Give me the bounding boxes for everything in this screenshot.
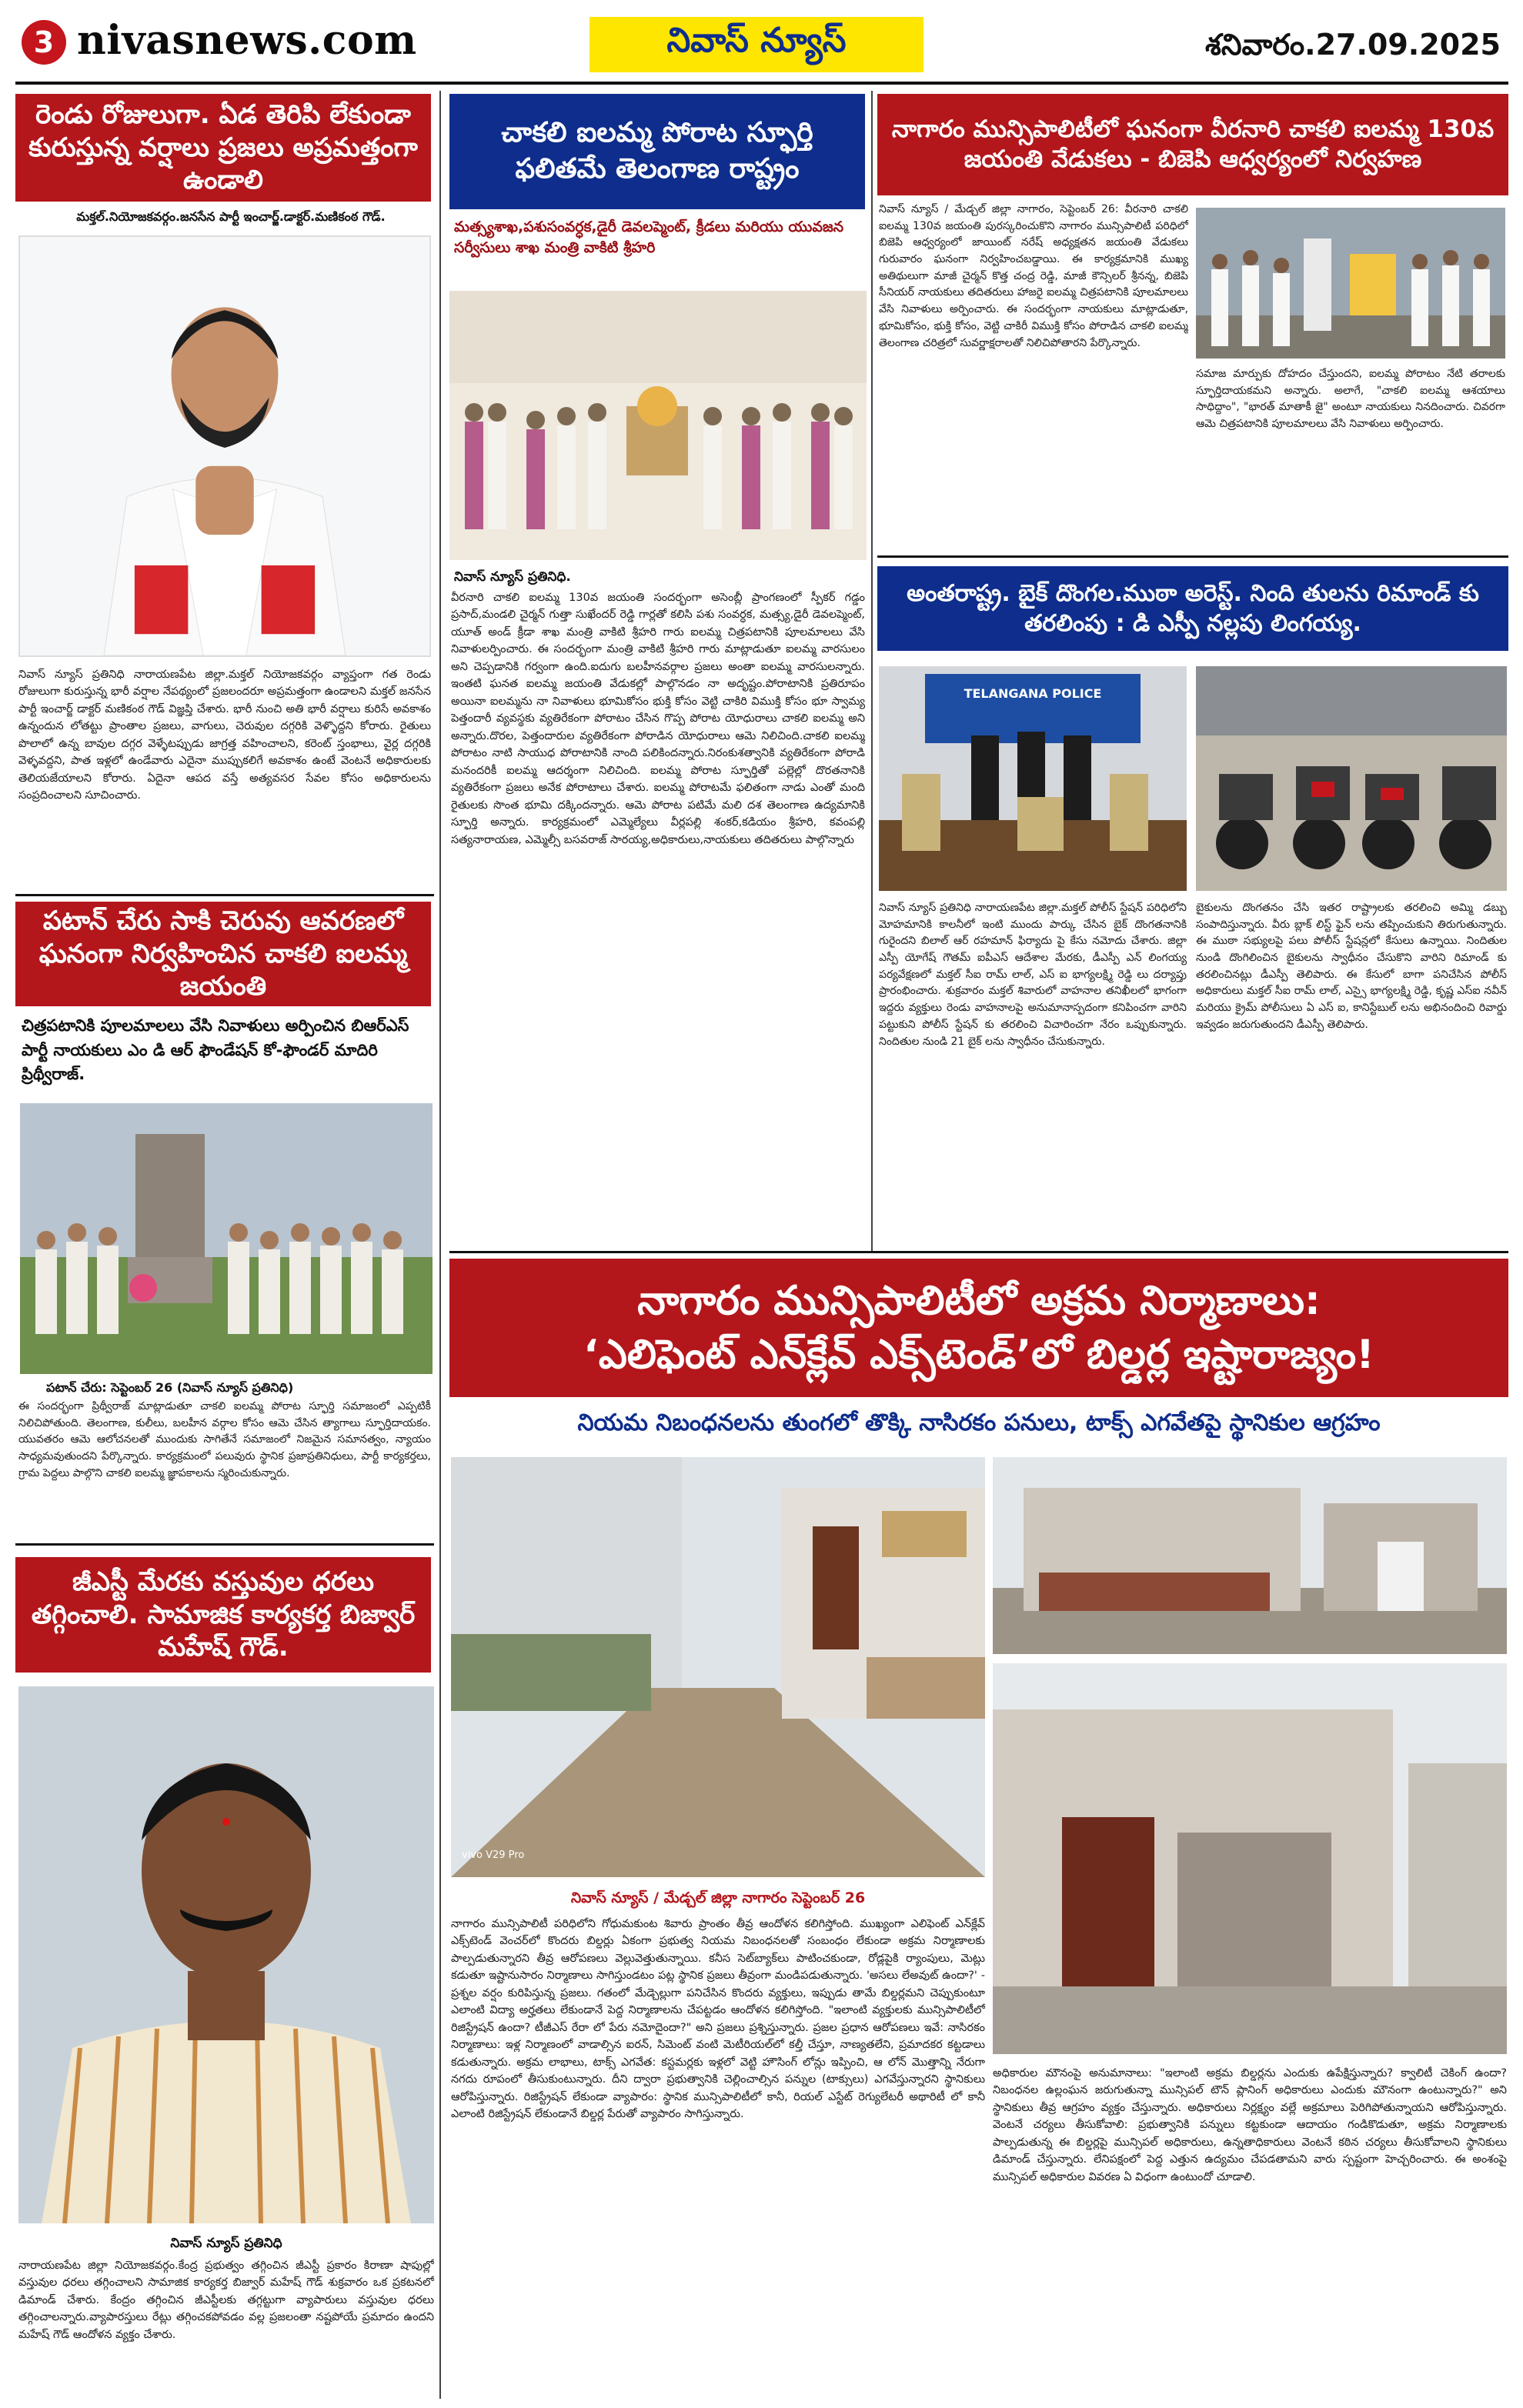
story4-group-photo	[449, 291, 867, 560]
story1-body: నివాస్ న్యూస్ ప్రతినిధి నారాయణపేట జిల్లా.మక్తల్ నియోజకవర్గం వ్యాప్తంగా గత రెండు రోజులుగా కురుస్తున్న భారీ వర్షాల నేపథ్యంలో ప్రజలందరూ అప్రమత్తంగా ఉండాలని మక్తల్ జనసేన పార్టీ ఇంచార్జ్ డాక్టర్ మణికంఠ గౌడ్ విజ్ఞప్తి చేశారు. భారీ నుంచి అతి భారీ వర్షాలు కురిసే అవకాశం ఉన్నందున లోతట్టు ప్రాంతాల ప్రజలు, వాగులు, చెరువుల దగ్గరికి వెళ్ళొద్దని కోరారు. రైతులు పొలాలో ఉన్న బావుల దగ్గర వెళ్ళేటప్పుడు జాగ్రత్త వహించాలని, కరెంట్ స్తంభాలు, వైర్ల దగ్గరికి వెళ్ళవద్దని, పాత ఇళ్లలో ఉండేవారు ఎదైనా ముప్పుకలిగే అవకాశం ఉంటే వెంటనే అధికారులకు తెలియజేయాలని కోరారు. ఏదైనా ఆపద వస్తే అత్యవసర సేవల కోసం అధికారులను సంప్రదించాలని సూచించారు.	[18, 669, 431, 802]
story5-headline: నాగారం మున్సిపాలిటీలో ఘనంగా వీరనారి చాకలి ఐలమ్మ 130వ జయంతి వేడుకలు - బిజెపి ఆధ్వర్యంలో నిర్వహణ	[877, 94, 1508, 195]
story4-headline: చాకలి ఐలమ్మ పోరాట స్ఫూర్తి ఫలితమే తెలంగాణ రాష్ట్రం	[449, 94, 865, 209]
left-divider-1	[15, 894, 434, 896]
site-name: nivasnews.com	[77, 17, 417, 64]
story2-body: ఈ సందర్భంగా ప్రిథ్వీరాజ్ మాట్లాడుతూ చాకలి ఐలమ్మ పోరాట స్ఫూర్తి సమాజంలో ఎప్పటికీ నిలిచిపోతుంది. తెలంగాణ, కులీలు, బలహీన వర్గాల కోసం ఆమె చేసిన త్యాగాలు స్ఫూర్తిదాయకం. యువతరం ఆమె ఆలోచనలతో ముందుకు సాగితేనే సమాజంలో నిజమైన సమానత్వం, న్యాయం సాధ్యమవుతుందని పేర్కొన్నారు. కార్యక్రమంలో పలువురు స్థానిక ప్రజాప్రతినిధులు, పార్టీ కార్యకర్తలు, గ్రామ పెద్దలు పాల్గొని చాకలి ఐలమ్మ జ్ఞాపకాలను స్మరించుకున్నారు.	[18, 1400, 431, 1479]
story6-body-right: బైకులను దొంగతనం చేసి ఇతర రాష్ట్రాలకు తరలించి అమ్మి డబ్బు సంపాదిస్తున్నారు. వీరు బ్లాక్ లిస్ట్ ఫైన్ లను తప్పించుకుని తిరుగుతున్నారు. ఈ ముఠా సభ్యులపై పలు పోలీస్ స్టేషన్లలో కేసులు ఉన్నాయి. నిందితుల నుండి దొంగిలించిన బైకులను స్వాధీనం చేసుకొని వారిని రిమాండ్ కు తరలించినట్లు డీఎస్పీ తెలిపారు. ఈ కేసులో బాగా పనిచేసిన పోలీస్ అధికారులు మక్తల్ సీఐ రామ్ లాల్, ఎస్సై భాగ్యలక్ష్మి రెడ్డి, కృష్ణ ఎస్ఐ నవీన్ మరియు క్రైమ్ పోలీసులు ఏ ఎస్ ఐ, కానిస్టేబుల్ లను అభినందించి రివార్డు ఇవ్వడం జరుగుతుందని డీఎస్పీ తెలిపారు.	[1196, 902, 1507, 1031]
story5-body: నివాస్ న్యూస్ / మేడ్చల్ జిల్లా నాగారం, సెప్టెంబర్ 26: వీరనారి చాకలి ఐలమ్మ 130వ జయంతి పురస్కరించుకొని నాగారం మున్సిపాలిటీ పరిధిలో బిజెపి ఆధ్వర్యంలో జాయింట్ నరేష్ అధ్యక్షతన జయంతి వేడుకలు గురువారం ఘనంగా నిర్వహించబడ్డాయి. ఈ కార్యక్రమానికి ముఖ్య అతిథులుగా మాజీ చైర్మన్ కొత్త చంద్ర రెడ్డి, మాజీ కౌన్సిలర్ శ్రీనన్న, బిజెపి సీనియర్ నాయకులు తదితరులు హాజరై ఐలమ్మ చిత్రపటానికి పూలమాలలు వేసి నివాళులు అర్పించారు. ఈ సందర్భంగా నాయకులు మాట్లాడుతూ, భూమికోసం, భుక్తి కోసం, వెట్టి చాకిరీ విముక్తి కోసం పోరాడిన చాకలి ఐలమ్మ తెలంగాణ చరిత్రలో సువర్ణాక్షరాలతో నిలిచిపోతారని పేర్కొన్నారు.	[879, 203, 1188, 349]
story1-subhead: మక్తల్.నియోజకవర్గం.జనసేన పార్టీ ఇంచార్జ్.డాక్టర్.మణికంఠ గౌడ్.	[76, 209, 386, 224]
right-divider-1	[877, 555, 1508, 558]
story6-bikes-photo	[1196, 666, 1507, 891]
story3-portrait-photo	[18, 1686, 434, 2223]
header-rule	[15, 82, 1508, 85]
story7-street-photo	[451, 1457, 985, 1877]
story2-subhead: చిత్రపటానికి పూలమాలలు వేసి నివాళులు అర్పించిన బిఆర్ఎస్ పార్టీ నాయకులు ఎం డి ఆర్ ఫౌండేషన్ కో-ఫౌండర్ మాదిరి ప్రిథ్వీరాజ్.	[22, 1016, 409, 1083]
story7-body-right: అధికారుల మౌనంపై అనుమానాలు: "ఇలాంటి అక్రమ బిల్డర్లను ఎందుకు ఉపేక్షిస్తున్నారు? క్వాలిటీ చెకింగ్ ఉందా? నిబంధనల ఉల్లంఘన జరుగుతున్నా మున్సిపల్ టౌన్ ప్లానింగ్ అధికారులు ఎందుకు మౌనంగా ఉంటున్నారు?" అని స్థానికులు తీవ్ర ఆగ్రహం వ్యక్తం చేస్తున్నారు. అధికారులు నిర్లక్ష్యం వల్లే అక్రమాలు పెరిగిపోతున్నాయని ఆరోపిస్తున్నారు. వెంటనే చర్యలు తీసుకోవాలి: ప్రభుత్వానికి పన్నులు కట్టకుండా ఆదాయం గండికొడుతూ, అక్రమ నిర్మాణాలకు పాల్పడుతున్న ఈ బిల్డర్లపై మున్సిపల్ అధికారులు, ఉన్నతాధికారులు వెంటనే కఠిన చర్యలు తీసుకోవాలని స్థానికులు డిమాండ్ చేస్తున్నారు. లేనిపక్షంలో పెద్ద ఎత్తున ఉద్యమం చేపడతామని వారు స్పష్టంగా హెచ్చరించారు. ఈ అంశంపై మున్సిపల్ అధికారుల వివరణ ఏ విధంగా ఉంటుందో చూడాలి.	[993, 2067, 1507, 2183]
story6-body-left: నివాస్ న్యూస్ ప్రతినిధి నారాయణపేట జిల్లా.మక్తల్ పోలీస్ స్టేషన్ పరిధిలోని మోహమానికి కాలనీలో ఇంటి ముందు పార్కు చేసిన బైక్ దొంగతనానికి గురైందని బిలాల్ ఆర్ రహమాన్ ఫిర్యాదు పై కేసు నమోదు చేశారు. జిల్లా ఎస్పీ యోగేష్ గౌతమ్ ఐపీఎస్ ఆదేశాల మేరకు, డీఎస్పీ ఎన్ లింగయ్య పర్యవేక్షణలో మక్తల్ సీఐ రామ్ లాల్, ఎస్ ఐ భాగ్యలక్ష్మి రెడ్డి లు దర్యాప్తు ప్రారంభించారు. శుక్రవారం మక్తల్ శివారులో వాహనాల తనిఖీలలో భాగంగా ఇద్దరు వ్యక్తులు రెండు వాహనాలపై అనుమానాస్పదంగా కనిపించగా వారిని పట్టుకుని పోలీస్ స్టేషన్ కు తరలించి విచారించగా నేరం ఒప్పుకున్నారు. నిందితుల నుండి 21 బైక్ లను స్వాధీనం చేసుకున్నారు.	[879, 902, 1187, 1048]
page-number: 3	[33, 25, 55, 59]
page-header	[0, 0, 1523, 85]
story7-headline-line2: ‘ఎలిఫెంట్ ఎన్‌క్లేవ్ ఎక్స్‌టెండ్’లో బిల్డర్ల ఇష్టారాజ్యం!	[583, 1332, 1374, 1378]
story7-photo-watermark: vivo V29 Pro	[462, 1849, 525, 1861]
story7-building-photo-2	[993, 1663, 1507, 2054]
story2-caption: పటాన్ చేరు: సెప్టెంబర్ 26 (నివాస్ న్యూస్ ప్రతినిధి)	[46, 1380, 294, 1395]
story1-portrait-photo	[18, 235, 431, 657]
column-divider-mid	[871, 91, 873, 1252]
story4-subhead: మత్స్యశాఖ,పశుసంవర్ధక,డైరీ డెవలప్మెంట్, క్రీడలు మరియు యువజన సర్వీసులు శాఖ మంత్రి వాకిటి శ్రీహరి	[454, 218, 844, 256]
story1-headline: రెండు రోజులుగా. ఏడ తెరిపి లేకుండా కురుస్తున్న వర్షాలు ప్రజలు అప్రమత్తంగా ఉండాలి	[15, 94, 431, 202]
story2-event-photo	[20, 1103, 433, 1374]
story2-headline: పటాన్ చేరు సాకి చెరువు ఆవరణలో ఘనంగా నిర్వహించిన చాకలి ఐలమ్మ జయంతి	[15, 902, 431, 1006]
story6-headline: అంతరాష్ట్ర. బైక్ దొంగల.ముఠా అరెస్ట్. నింది తులను రిమాండ్ కు తరలింపు : డి ఎస్పీ నల్లపు లింగయ్య.	[877, 566, 1508, 651]
story5-event-photo	[1196, 208, 1505, 359]
story6-police-photo	[879, 666, 1187, 891]
story3-body: నారాయణపేట జిల్లా నియోజకవర్గం.కేంద్ర ప్రభుత్వం తగ్గించిన జీఎస్టీ ప్రకారం కిరాణా షాపుల్లో వస్తువుల ధరలు తగ్గించాలని సామాజిక కార్యకర్త బిజ్వార్ మహేష్ గౌడ్ శుక్రవారం ఒక ప్రకటనలో డిమాండ్ చేశారు. కేంద్రం తగ్గించిన జీఎస్టీలకు తగ్గట్టుగా వ్యాపారులు వస్తువుల ధరలు తగ్గించాలన్నారు.వ్యాపారస్తులు రేట్లు తగ్గించకపోవడం వల్ల ప్రజలంతా నష్టపోయే ప్రమాదం ఉందని మహేష్ గౌడ్ ఆందోళన వ్యక్తం చేశారు.	[18, 2260, 434, 2341]
story6-poster-text: TELANGANA POLICE	[964, 686, 1102, 701]
story7-headline	[449, 1259, 1508, 1397]
masthead-title: నివాస్ న్యూస్	[666, 21, 847, 60]
left-divider-2	[15, 1543, 434, 1546]
story4-body: వీరనారి చాకలి ఐలమ్మ 130వ జయంతి సందర్భంగా అసెంబ్లీ ప్రాంగణంలో స్పీకర్ గడ్డం ప్రసాద్,మండలి చైర్మన్ గుత్తా సుఖేందర్ రెడ్డి గార్లతో కలిసి పశు సంవర్ధక, మత్స్య,డైరీ డెవలప్మెంట్, యూత్ అండ్ క్రీడా శాఖ మంత్రి వాకిటి శ్రీహరి గారు ఐలమ్మ చిత్రపటానికి పూలమాలలు వేసి నివాళులర్పించారు. ఈ సందర్భంగా మంత్రి వాకిటి శ్రీహరి గారు మాట్లాడుతూ ఐలమ్మ వారసులం అని చెప్పడానికి గర్వంగా ఉంది.ఐదుగు బలహీనవర్గాల ప్రజలు అంతా ఐలమ్మ వారసులన్నారు. ఇంతటి ఘనత ఐలమ్మ జయంతి వేడుకల్లో పాల్గొనడం నా అదృష్టం.పోరాటానికి ప్రతిరూపం అయినా ఐలమ్మను నా నివాళులు భూమికోసం భుక్తి కోసం వెట్టి చాకిరి విముక్తి కోసం భూ స్వామ్య పెత్తందారీ వ్యవస్థకు వ్యతిరేకంగా పోరాటం చేసిన గొప్ప పోరాట యోధురాలు చాకలి ఐలమ్మ అని అన్నారు.దొరల, పెత్తందారుల వ్యతిరేకంగా పోరాడిన యోధురాలు ఆమె నిలిచింది.చాకలి ఐలమ్మ పోరాటం నాటి సాయుధ పోరాటానికి నాంది పలికిందన్నారు.నిరంకుశత్వానికి వ్యతిరేకంగా పోరాడి మనందరికీ ఐలమ్మ ఆదర్శంగా నిలిచింది. ఐలమ్మ పోరాట స్ఫూర్తితో పల్లెల్లో దొరతనానికి వ్యతిరేకంగా ప్రజలు అనేక పోరాటాలు చేశారు. ఐలమ్మ పోరాటమే ఫలితంగా నాడు ఎంతో మంది రైతులకు సొంత భూమి దక్కిందన్నారు. ఆమె పోరాట పటిమే మలి దశ తెలంగాణ ఉద్యమానికి స్ఫూర్తి అన్నారు. కార్యక్రమంలో ఎమ్మెల్యేలు వీర్లపల్లి శంకర్,కడియం శ్రీహరి, కవంపల్లి సత్యనారాయణ, ఎమ్మెల్సీ బసవరాజ్ సారయ్య,అధికారులు,నాయకులు తదితరులు పాల్గొన్నారు	[451, 592, 865, 846]
story7-caption: నివాస్ న్యూస్ / మేడ్చల్ జిల్లా నాగారం సెప్టెంబర్ 26	[570, 1889, 866, 1906]
issue-date: శనివారం.27.09.2025	[1204, 28, 1501, 62]
story7-top-rule	[449, 1251, 1508, 1253]
story7-headline-line1: నాగారం మున్సిపాలిటీలో అక్రమ నిర్మాణాలు:	[637, 1277, 1321, 1324]
page-number-badge	[22, 20, 66, 65]
story5-body-right: సమాజ మార్పుకు దోహదం చేస్తుందని, ఐలమ్మ పోరాటం నేటి తరాలకు స్ఫూర్తిదాయకమని అన్నారు. అలాగే, "చాకలి ఐలమ్మ ఆశయాలు సాధిద్దాం", "భారత్ మాతాకీ జై" అంటూ నాయకులు నినదించారు. చివరగా ఆమె చిత్రపటానికి పూలమాలలు వేసి నివాళులు అర్పించారు.	[1196, 368, 1505, 431]
story7-building-photo-1	[993, 1457, 1507, 1654]
masthead	[589, 17, 923, 72]
story3-caption: నివాస్ న్యూస్ ప్రతినిధి	[170, 2236, 282, 2251]
story3-headline: జీఎస్టీ మేరకు వస్తువుల ధరలు తగ్గించాలి. సామాజిక కార్యకర్త బిజ్వార్ మహేష్ గౌడ్.	[15, 1557, 431, 1673]
story4-caption: నివాస్ న్యూస్ ప్రతినిధి.	[454, 569, 571, 585]
story7-subhead: నియమ నిబంధనలను తుంగలో తొక్కి నాసిరకం పనులు, టాక్స్ ఎగవేతపై స్థానికుల ఆగ్రహం	[577, 1409, 1381, 1436]
story7-body: నాగారం మున్సిపాలిటీ పరిధిలోని గోధుమకుంట శివారు ప్రాంతం తీవ్ర ఆందోళన కలిగిస్తోంది. ముఖ్యంగా ఎలిఫెంట్ ఎన్‌క్లేవ్ ఎక్స్‌టెండ్ వెంచర్‌లో కొందరు బిల్డర్లు ఏకంగా ప్రభుత్వ నియమ నిబంధనలతో సంబంధం లేకుండా అక్రమ నిర్మాణాలకు పాల్పడుతున్నారని తీవ్ర ఆరోపణలు వెల్లువెత్తుతున్నాయి. కనీస సెట్‌బ్యాక్‌లు పాటించకుండా, రోడ్లపైకి ర్యాంపులు, మెట్లు కడుతూ ఇష్టానుసారం నిర్మాణాలు సాగిస్తుండటం పట్ల స్థానిక ప్రజలు తీవ్రంగా మండిపడుతున్నారు. 'అసలు లేఅవుట్ ఉందా?' - ప్రశ్నల వర్షం కురిపిస్తున్న ప్రజలు. గతంలో మేడ్చెల్లుగా పనిచేసిన కొందరు వ్యక్తులు, ఇప్పుడు తామే బిల్డర్లమని చెప్పుకుంటూ ఎలాంటి విద్యా అర్హతలు లేకుండానే పెద్ద నిర్మాణాలను చేపట్టడం ఆందోళన కలిగిస్తోంది. "ఇలాంటి వ్యక్తులకు మున్సిపాలిటీలో రిజిస్ట్రేషన్ ఉందా? టీజీఎస్ రేరా లో పేరు నమోదైందా?" అని ప్రజలు ప్రశ్నిస్తున్నారు. ప్రజల ప్రధాన ఆరోపణలు ఇవే: నాసిరకం నిర్మాణాలు: ఇళ్ల నిర్మాణంలో వాడాల్సిన ఐరన్, సిమెంట్ వంటి మెటీరియల్‌లో కల్తీ చేస్తూ, నాణ్యతలేని, ప్రమాదకర కట్టడాలు కడుతున్నారు. అక్రమ లాభాలు, టాక్స్ ఎగవేత: కస్టమర్లకు ఇళ్లలో వెట్టి హౌసింగ్ లోన్లు ఇప్పించి, ఆ లోన్ మొత్తాన్ని నేరుగా నగదు రూపంలో తీసుకుంటున్నారు. దీని ద్వారా ప్రభుత్వానికి చెల్లించాల్సిన పన్నుల (టాక్సులు) ఎగవేస్తున్నారని స్థానికులు ఆరోపిస్తున్నారు. రిజిస్ట్రేషన్ లేకుండా వ్యాపారం: స్థానిక మున్సిపాలిటీలో కానీ, రియల్ ఎస్టేట్ రెగ్యులేటరీ అథారిటీ లో కానీ ఎలాంటి రిజిస్ట్రేషన్ లేకుండానే బిల్డర్ల పేరుతో వ్యాపారం సాగిస్తున్నారు.	[451, 1918, 985, 2121]
column-divider-left	[439, 91, 441, 2399]
